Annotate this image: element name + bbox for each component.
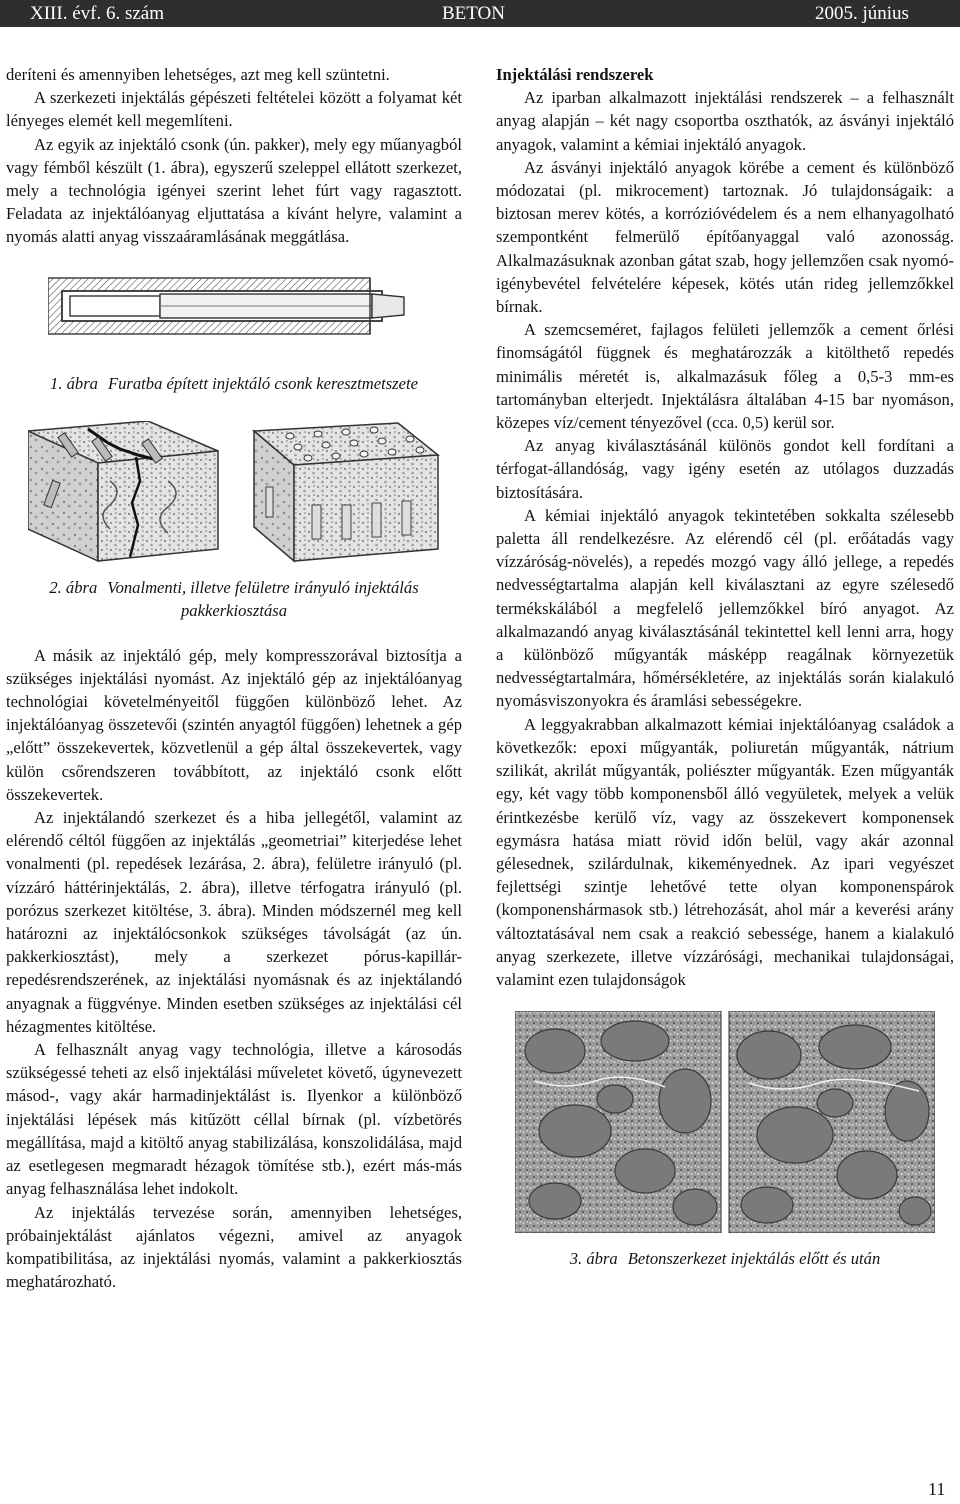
issue-date: 2005. június — [815, 3, 909, 24]
figure1-caption — [6, 372, 462, 395]
figure2-caption — [6, 576, 462, 622]
figure3-number: 3. ábra — [569, 1249, 618, 1269]
paragraph: Az injektálás tervezése során, amennyiben lehetséges, próbainjektálást ajánlatos végezni, amivel az anyagok kompatibilitása, az injektálási nyomás, valamint a pakkerkiosztás meghatározható. — [6, 1202, 462, 1292]
left-column — [6, 63, 462, 1293]
packer-cross-section-drawing — [48, 276, 420, 336]
figure1-number: 1. ábra — [50, 373, 98, 393]
figure1-caption-text: Furatba épített injektáló csonk keresztmetszete — [107, 373, 418, 393]
page-number: 11 — [928, 1479, 946, 1499]
page-header — [0, 0, 960, 27]
paragraph: Az egyik az injektáló csonk (ún. pakker), mely egy műanyagból vagy fémből készült (1. ábra), egyszerű szeleppel ellátott szerkezet, mely a technológia igényei szerint lehet fúrt vagy ragasztott. Feladata az injektálóanyag eljuttatása a kívánt helyre, valamint a nyomás alatti anyag visszaáramlásának meggátlása. — [6, 134, 462, 247]
paragraph: Az anyag kiválasztásánál különös gondot kell fordítani a térfogat-állandóság, vagy igény esetén az utólagos duzzadás biztosítására. — [496, 436, 954, 502]
right-column — [496, 63, 954, 1270]
journal-name: BETON — [442, 3, 505, 24]
paragraph: Az injektálandó szerkezet és a hiba jellegétől, valamint az elérendő céltól függően az injektálás „geometriai” kiterjedése lehet vonalmenti (pl. repedések lezárása, 2. ábra), felületre irányuló (pl. vízzáró háttérinjektálás, 2. ábra), illetve térfogatra irányuló (pl. porózus szerkezet kitöltése, 3. ábra). Minden módszernél meg kell határozni az injektálócsonkok szükséges távolságát (az ún. pakkerkiosztást), mely a szerkezet pórus-kapillár-repedésrendszerének, az injektálási nyomásnak és az injektálandó anyagnak a függvénye. Minden esetben szükséges az injektálási cél hézagmentes kitöltése. — [6, 808, 462, 1036]
paragraph: deríteni és amennyiben lehetséges, azt meg kell szüntetni. — [6, 65, 390, 84]
section-heading: Injektálási rendszerek — [496, 65, 654, 84]
paragraph: A leggyakrabban alkalmazott kémiai injektálóanyag családok a következők: epoxi műgyanták, poliuretán műgyanták, nátrium szilikát, akrilát műgyanták, poliészter műgyanták. Ezen műgyanták egy, két vagy több komponensből álló vegyületek, melyek a velük érintkezésbe kerülő víz, vagy az összekevert komponensek egymásra hatása miatt rövid időn belül, vagy akár azonnal gélesednek, szilárdulnak, kikeményednek. Az ipari vegyészet fejlettségi szintje lehetővé tette olyan komponenspárok (komponenshármasok stb.) létrehozását, ahol már a keverési arány változtatásával nem csak a reakció sebessége, hanem a kialakuló anyag szerkezete, illetve vízzárósági, mechanikai tulajdonságai, valamint ezen tulajdonságok — [496, 714, 954, 989]
paragraph: Az ásványi injektáló anyagok körébe a cement és különböző módozatai (pl. mikrocement) tartoznak. Jó tulajdonságaik: a biztosan merev kötés, a korrózióvédelem és a nem elhanyagolható szempontként felmerülő építőanyaggal való azonosság. Alkalmazásuknak azonban gátat szab, hogy jellemzően csak nyomó-igénybevétel felvételére képesek, kötés után rideg jellemzőkkel bírnak. — [496, 157, 954, 317]
paragraph: A felhasznált anyag vagy technológia, illetve a károsodás szükségessé teheti az első injektálási műveletet követő, úgynevezett másod-, vagy akár harmadinjektálást is. Ilyenkor a különböző injektálási lépések más kitűzött céllal bírnak (pl. vízbetörés megállítása, majd a kitöltő anyag stabilizálása, konszolidálása, majd az esetlegesen megmaradt hézagok tömítése stb.), ezért más-más anyag felhasználása lehet indokolt. — [6, 1040, 462, 1199]
paragraph: Az iparban alkalmazott injektálási rendszerek – a felhasznált anyag alapján – két nagy csoportba oszthatók, az ásványi injektáló anyagok, valamint a kémiai injektáló anyagok. — [496, 88, 954, 154]
concrete-block-packer-layout-drawings — [28, 421, 440, 563]
issue-label: XIII. évf. 6. szám — [30, 3, 165, 24]
figure3-caption-text: Betonszerkezet injektálás előtt és után — [627, 1249, 881, 1269]
paragraph: A szerkezeti injektálás gépészeti feltételei között a folyamat két lényeges elemét kell megemlíteni. — [6, 88, 462, 131]
paragraph: A másik az injektáló gép, mely kompresszorával biztosítja a szükséges injektálási nyomást. Az injektáló gép az injektálóanyag technológiai követelményeitől függően különböző lehet. Az injektálóanyag összetevői (szintén anyagtól függően) lehetnek a gép „előtt” összekevertek, közvetlenül a gép által összekevertek, vagy külön csőrendszeren továbbított, az injektáló csonk előtt összekevertek. — [6, 645, 462, 804]
figure3-caption — [496, 1247, 954, 1270]
paragraph: A kémiai injektáló anyagok tekintetében sokkalta szélesebb paletta áll rendelkezésre. Az elérendő cél (pl. erőátadás vagy vízzáróság-növelés), a repedés mozgó vagy álló jellege, a repedés nedvességtartalma alapján kell kiválasztani az egyre szélesedő termékskálából a megfelelő jellemzőkkel bíró anyagot. Az alkalmazandó anyag kiválasztásánál tekintettel kell lenni arra, hogy a különböző műgyanták másképp reagálnak környezetük nedvességtartalmára, hőmérsékletére, az injektálás során kialakuló nyomásviszonyokra és áramlási sebességekre. — [496, 505, 954, 711]
figure2-caption-text: Vonalmenti, illetve felületre irányuló injektálás pakkerkiosztása — [107, 577, 419, 620]
paragraph: A szemcseméret, fajlagos felületi jellemzők a cement őrlési finomságától függnek és meghatározzák a kitölthető repedés minimális méretét is, alkalmazásuk főleg a 0,5-3 mm-es tartományban elterjedt. Injektálásra általában 4-15 bar nyomáson, közepes víz/cement tényezővel (cca. 0,5) kerül sor. — [496, 320, 954, 433]
figure2-number: 2. ábra — [49, 577, 98, 597]
concrete-micrograph-photos — [515, 1011, 935, 1233]
